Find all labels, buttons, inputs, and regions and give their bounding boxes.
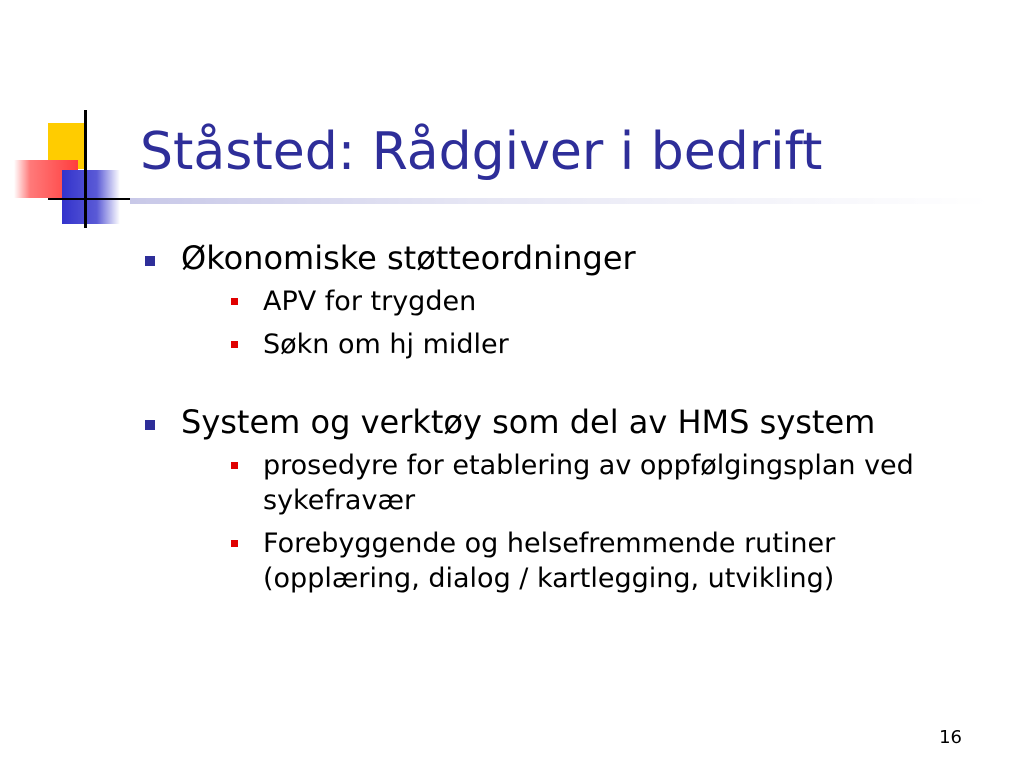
sub-bullet-square-icon bbox=[231, 341, 238, 348]
bullet-text: System og verktøy som del av HMS system bbox=[181, 403, 876, 442]
sub-bullet-text: Søkn om hj midler bbox=[263, 329, 509, 361]
sub-bullet-text: APV for trygden bbox=[263, 286, 477, 317]
bullet-item bbox=[145, 238, 985, 362]
title-underline bbox=[130, 198, 990, 204]
sub-bullet-square-icon bbox=[231, 462, 238, 469]
sub-bullet-item bbox=[181, 284, 985, 319]
sub-bullet-item bbox=[181, 448, 985, 518]
sub-bullet-item bbox=[181, 526, 985, 596]
sub-bullet-item bbox=[181, 327, 985, 362]
slide-title: Ståsted: Rådgiver i bedrift bbox=[140, 122, 823, 182]
bullet-square-icon bbox=[145, 420, 155, 430]
sub-bullet-text: prosedyre for etablering av oppfølgingsplan ved sykefravær bbox=[263, 450, 914, 517]
bullet-item bbox=[145, 402, 985, 596]
sub-bullet-square-icon bbox=[231, 540, 238, 547]
bullet-square-icon bbox=[145, 256, 155, 266]
bullet-text: Økonomiske støtteordninger bbox=[181, 239, 636, 277]
blue-square bbox=[62, 170, 120, 224]
vertical-line bbox=[84, 110, 87, 228]
slide-body bbox=[145, 238, 985, 605]
sub-bullet-text: Forebyggende og helsefremmende rutiner (opplæring, dialog / kartlegging, utvikling) bbox=[263, 528, 836, 595]
page-number: 16 bbox=[939, 727, 962, 748]
decorative-squares-logo bbox=[0, 100, 140, 230]
sub-bullet-square-icon bbox=[231, 298, 238, 305]
